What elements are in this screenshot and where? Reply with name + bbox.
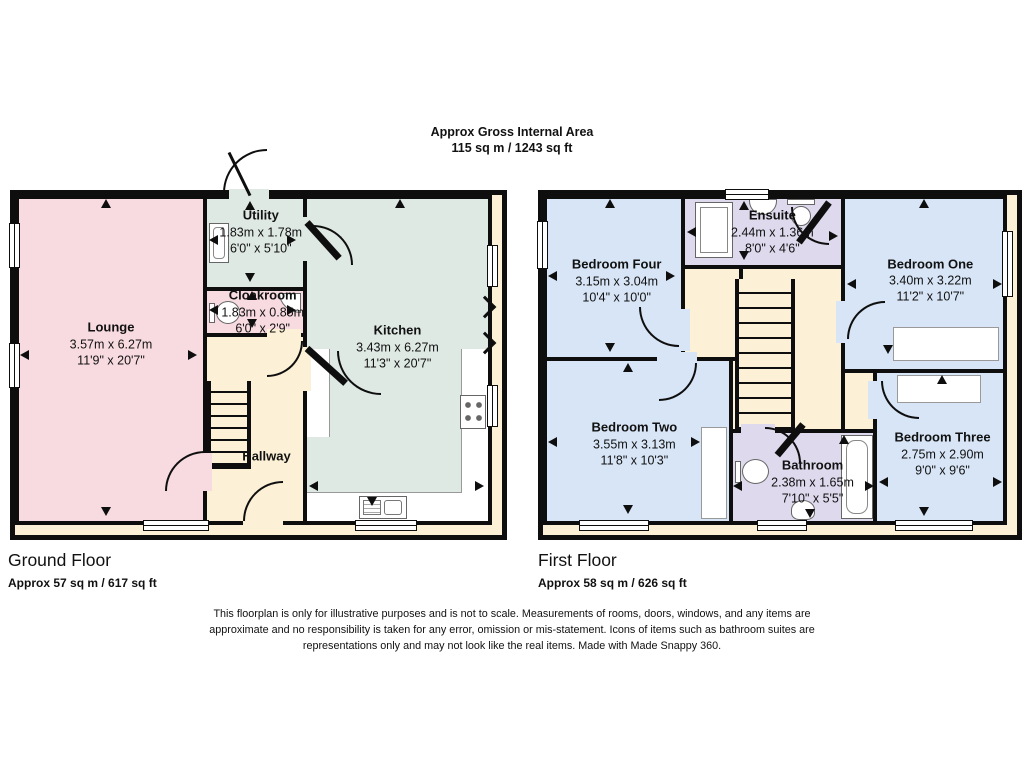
window-icon [9, 343, 20, 388]
measure-arrow-icon [993, 279, 1002, 289]
window-icon [487, 245, 498, 287]
window-icon [537, 221, 548, 269]
measure-arrow-icon [20, 350, 29, 360]
window-icon [355, 520, 417, 531]
room-name: Bathroom [781, 457, 844, 473]
room-name: Kitchen [373, 322, 422, 338]
room-dim-imperial: 6'0" x 5'10" [229, 241, 292, 256]
room-dim-metric: 1.83m x 0.85m [221, 305, 305, 320]
gross-area-title: Approx Gross Internal Area [430, 125, 594, 139]
measure-arrow-icon [733, 481, 742, 491]
room-dim-metric: 2.75m x 2.90m [901, 447, 984, 462]
stairs-icon [735, 279, 795, 433]
toilet-cistern-icon [735, 461, 741, 483]
measure-arrow-icon [209, 235, 218, 245]
room-dim-imperial: 6'0" x 2'9" [235, 321, 290, 336]
window-icon [9, 223, 20, 268]
measure-arrow-icon [937, 375, 947, 384]
room-dim-imperial: 11'2" x 10'7" [896, 289, 965, 304]
measure-arrow-icon [919, 507, 929, 516]
floor-title: Ground Floor [8, 550, 112, 570]
measure-arrow-icon [548, 271, 557, 281]
room-name: Bedroom Two [591, 419, 678, 435]
measure-arrow-icon [666, 271, 675, 281]
measure-arrow-icon [865, 481, 874, 491]
room-dim-imperial: 11'8" x 10'3" [600, 453, 669, 468]
measure-arrow-icon [475, 481, 484, 491]
room-dim-imperial: 9'0" x 9'6" [915, 463, 970, 478]
page-title [0, 125, 1024, 156]
measure-arrow-icon [101, 199, 111, 208]
door-opening [868, 381, 882, 419]
window-icon [1002, 231, 1013, 297]
window-icon [725, 189, 769, 200]
room-dim-metric: 2.38m x 1.65m [771, 475, 854, 490]
first-floor-caption [538, 550, 687, 590]
measure-arrow-icon [879, 477, 888, 487]
measure-arrow-icon [623, 505, 633, 514]
measure-arrow-icon [209, 305, 218, 315]
measure-arrow-icon [691, 437, 700, 447]
gross-area-value: 115 sq m / 1243 sq ft [451, 140, 573, 155]
room-dim-imperial: 10'4" x 10'0" [582, 290, 651, 305]
room-dim-imperial: 11'3" x 20'7" [363, 356, 432, 371]
room-dim-metric: 3.40m x 3.22m [888, 273, 972, 288]
room-dim-imperial: 11'9" x 20'7" [77, 353, 145, 368]
room-bedroom-one [841, 195, 1007, 373]
measure-arrow-icon [309, 481, 318, 491]
measure-arrow-icon [805, 509, 815, 518]
window-icon [143, 520, 209, 531]
ground-floor-caption [8, 550, 157, 590]
floor-title: First Floor [538, 550, 617, 570]
measure-arrow-icon [687, 227, 696, 237]
window-icon [895, 520, 973, 531]
hob-icon [460, 395, 486, 429]
room-name: Bedroom Four [571, 256, 662, 272]
room-dim-imperial: 7'10" x 5'5" [781, 491, 844, 506]
measure-arrow-icon [605, 343, 615, 352]
first-floor-plan [538, 190, 1022, 540]
room-dim-metric: 2.44m x 1.36m [731, 225, 814, 240]
room-dim-metric: 3.15m x 3.04m [575, 274, 659, 289]
door-opening [243, 519, 283, 535]
measure-arrow-icon [548, 437, 557, 447]
landing-left [681, 265, 743, 361]
room-dim-metric: 3.55m x 3.13m [593, 437, 676, 452]
room-dim-imperial: 8'0" x 4'6" [745, 241, 800, 256]
ground-floor-plan [10, 190, 507, 540]
measure-arrow-icon [623, 363, 633, 372]
window-icon [487, 385, 498, 427]
room-bathroom [729, 429, 879, 525]
measure-arrow-icon [367, 497, 377, 506]
window-icon [579, 520, 649, 531]
measure-arrow-icon [245, 273, 255, 282]
measure-arrow-icon [839, 435, 849, 444]
room-bedroom-two [543, 357, 733, 525]
wardrobe [893, 327, 999, 361]
room-name: Utility [242, 208, 279, 224]
floor-area: Approx 58 sq m / 626 sq ft [538, 576, 687, 590]
room-utility [203, 195, 307, 291]
room-dim-metric: 3.43m x 6.27m [356, 340, 439, 355]
room-name: Cloakroom [228, 287, 297, 303]
room-name: Lounge [87, 319, 135, 335]
room-name: Bedroom Three [894, 430, 991, 446]
wardrobe [701, 427, 727, 519]
window-icon [757, 520, 807, 531]
room-name: Ensuite [748, 207, 796, 223]
measure-arrow-icon [188, 350, 197, 360]
measure-arrow-icon [605, 199, 615, 208]
shower-icon [695, 202, 733, 258]
toilet-cistern-icon [787, 199, 815, 205]
measure-arrow-icon [993, 477, 1002, 487]
disclaimer-text: This floorplan is only for illustrative purposes and is not to scale. Measurements of rooms, doors, windows, and any items are approximate and no responsibility is taken for any error, omission or mis-statement. Icons of items such as bathroom suites are representations only and may not look like the real items. Made with Made Snappy 360. [209, 608, 815, 653]
measure-arrow-icon [847, 279, 856, 289]
room-name: Bedroom One [887, 256, 974, 272]
room-name: Hallway [242, 448, 291, 464]
room-cloakroom [203, 287, 307, 337]
room-dim-metric: 1.83m x 1.78m [219, 225, 303, 240]
measure-arrow-icon [101, 507, 111, 516]
measure-arrow-icon [395, 199, 405, 208]
measure-arrow-icon [883, 345, 893, 354]
floor-area: Approx 57 sq m / 617 sq ft [8, 576, 157, 590]
measure-arrow-icon [919, 199, 929, 208]
measure-arrow-icon [829, 231, 838, 241]
room-dim-metric: 3.57m x 6.27m [69, 337, 153, 352]
